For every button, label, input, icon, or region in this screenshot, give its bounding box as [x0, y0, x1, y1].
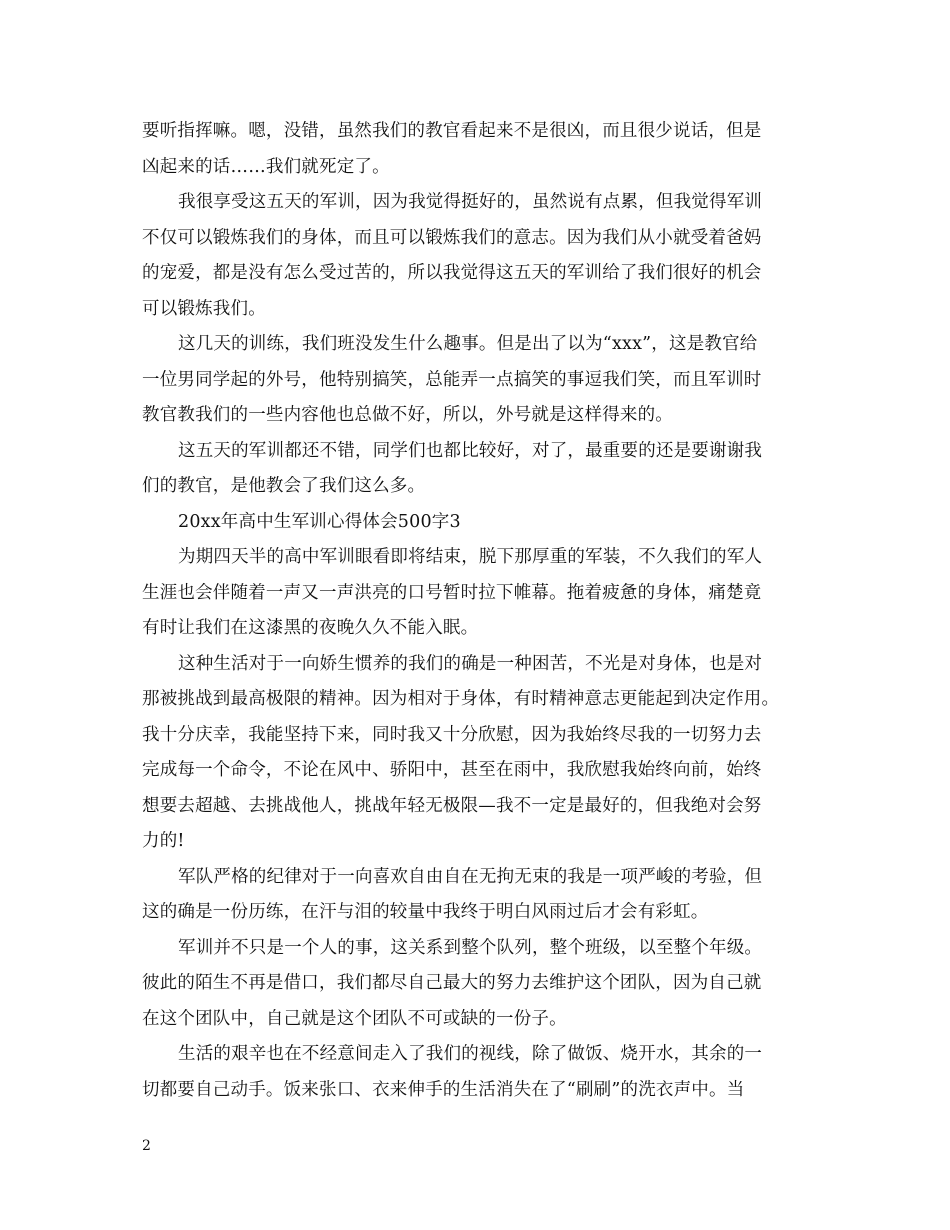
- text-line: 想要去超越、去挑战他人，挑战年轻无极限—我不一定是最好的，但我绝对会努: [142, 795, 762, 816]
- text-line: 我十分庆幸，我能坚持下来，同时我又十分欣慰，因为我始终尽我的一切努力去: [142, 724, 762, 745]
- text-line: 不仅可以锻炼我们的身体，而且可以锻炼我们的意志。因为我们从小就受着爸妈: [142, 227, 762, 248]
- text-line: 切都要自己动手。饭来张口、衣来伸手的生活消失在了“刷刷”的洗衣声中。当: [142, 1079, 745, 1100]
- text-line: 这五天的军训都还不错，同学们也都比较好，对了，最重要的还是要谢谢我: [178, 440, 763, 461]
- text-line: 彼此的陌生不再是借口，我们都尽自己最大的努力去维护这个团队，因为自己就: [142, 973, 762, 993]
- text-line: 有时让我们在这漆黑的夜晚久久不能入眠。: [142, 618, 479, 638]
- text-line: 这几天的训练，我们班没发生什么趣事。但是出了以为“xxx”，这是教官给: [178, 334, 758, 354]
- text-line: 们的教官，是他教会了我们这么多。: [142, 476, 426, 496]
- text-line: 军训并不只是一个人的事，这关系到整个队列，整个班级，以至整个年级。: [178, 937, 763, 958]
- text-line: 军队严格的纪律对于一向喜欢自由自在无拘无束的我是一项严峻的考验，但: [178, 866, 763, 887]
- text-line: 可以锻炼我们。: [142, 298, 266, 319]
- text-line: 那被挑战到最高极限的精神。因为相对于身体，有时精神意志更能起到决定作用。: [142, 689, 780, 709]
- text-line: 为期四天半的高中军训眼看即将结束，脱下那厚重的军装，不久我们的军人: [178, 547, 763, 567]
- text-line: 这的确是一份历练，在汗与泪的较量中我终于明白风雨过后才会有彩虹。: [142, 902, 709, 922]
- text-line: 的宠爱，都是没有怎么受过苦的，所以我觉得这五天的军训给了我们很好的机会: [142, 263, 762, 283]
- page-number: 2: [142, 1138, 151, 1154]
- text-line: 要听指挥嘛。嗯，没错，虽然我们的教官看起来不是很凶，而且很少说话，但是: [142, 121, 762, 141]
- text-line: 在这个团队中，自己就是这个团队不可或缺的一份子。: [142, 1008, 567, 1029]
- text-line: 一位男同学起的外号，他特别搞笑，总能弄一点搞笑的事逗我们笑，而且军训时: [142, 369, 762, 390]
- text-line: 生涯也会伴随着一声又一声洪亮的口号暂时拉下帷幕。拖着疲惫的身体，痛楚竟: [142, 582, 762, 603]
- text-line: 完成每一个命令，不论在风中、骄阳中，甚至在雨中，我欣慰我始终向前，始终: [142, 760, 762, 780]
- text-line: 20xx年高中生军训心得体会500字3: [178, 511, 461, 532]
- text-line: 我很享受这五天的军训，因为我觉得挺好的，虽然说有点累，但我觉得军训: [178, 192, 763, 212]
- body-text: [142, 114, 810, 1108]
- text-line: 凶起来的话……我们就死定了。: [142, 156, 390, 177]
- text-line: 力的!: [142, 831, 185, 851]
- text-line: 这种生活对于一向娇生惯养的我们的确是一种困苦，不光是对身体，也是对: [178, 653, 763, 674]
- text-line: 教官教我们的一些内容他也总做不好，所以，外号就是这样得来的。: [142, 405, 673, 425]
- text-line: 生活的艰辛也在不经意间走入了我们的视线，除了做饭、烧开水，其余的一: [178, 1044, 763, 1064]
